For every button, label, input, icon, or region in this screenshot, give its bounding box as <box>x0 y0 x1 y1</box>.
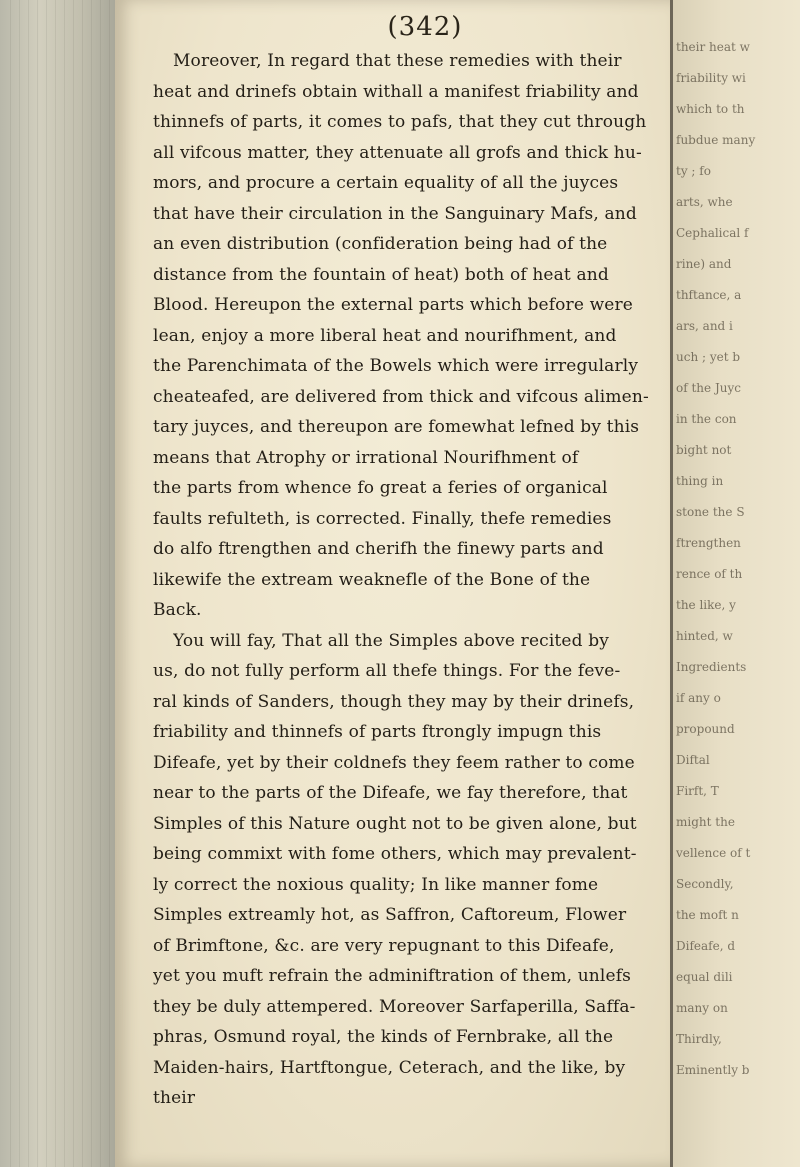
text-line: us, do not fully perform all thefe things. For the feve- <box>153 661 621 681</box>
facing-page-fragment: friability wi <box>676 71 746 85</box>
facing-page-fragment: the like, y <box>676 598 736 612</box>
text-line: distance from the fountain of heat) both of heat and <box>153 264 609 285</box>
facing-page-fragment: might the <box>676 815 735 829</box>
text-line: Moreover, In regard that these remedies with their <box>173 51 622 71</box>
facing-page-fragment: vellence of t <box>676 846 751 860</box>
facing-page-fragment: Secondly, <box>676 877 734 891</box>
page-fold <box>670 0 673 1167</box>
text-line: ly correct the noxious quality; In like manner fome <box>153 874 599 895</box>
facing-page-fragment: Diftal <box>676 753 710 767</box>
text-line: friability and thinnefs of parts ftrongly impugn this <box>153 722 602 742</box>
facing-page-fragment: hinted, w <box>676 629 733 643</box>
facing-page-fragment: which to th <box>676 102 745 116</box>
facing-page-edge <box>670 0 800 1167</box>
text-line: they be duly attempered. Moreover Sarfaperilla, Saffa- <box>153 996 636 1017</box>
text-line: ral kinds of Sanders, though they may by their drinefs, <box>153 691 635 712</box>
text-line: Difeafe, yet by their coldnefs they feem rather to come <box>153 752 635 773</box>
facing-page-fragment: Difeafe, d <box>676 939 736 953</box>
text-line: tary juyces, and thereupon are fomewhat lefned by this <box>153 417 640 437</box>
facing-page-fragment: thftance, a <box>676 288 742 302</box>
text-line: Simples extreamly hot, as Saffron, Caftoreum, Flower <box>153 905 627 925</box>
text-line: near to the parts of the Difeafe, we fay therefore, that <box>153 783 628 803</box>
binding-gutter <box>0 0 115 1167</box>
book-page <box>115 0 670 1167</box>
text-line: Simples of this Nature ought not to be given alone, but <box>153 813 637 834</box>
text-line: that have their circulation in the Sanguinary Mafs, and <box>153 203 637 224</box>
text-line: lean, enjoy a more liberal heat and nourifhment, and <box>153 325 617 346</box>
text-line: of Brimftone, &c. are very repugnant to this Difeafe, <box>153 935 615 956</box>
facing-page-fragment: Cephalical f <box>676 226 749 240</box>
page-number: (342) <box>387 12 463 42</box>
facing-page-fragment: bight not <box>676 443 732 457</box>
facing-page-fragment: many on <box>676 1001 728 1015</box>
text-line: thinnefs of parts, it comes to pafs, that they cut through <box>153 112 647 132</box>
text-line: an even distribution (confideration being had of the <box>153 234 608 254</box>
facing-page-fragment: rence of th <box>676 567 743 581</box>
facing-page-fragment: their heat w <box>676 40 750 54</box>
facing-page-fragment: the moft n <box>676 908 739 922</box>
facing-page-fragment: ty ; fo <box>676 164 711 178</box>
facing-page-fragment: fubdue many <box>676 133 756 147</box>
facing-page-fragment: thing in <box>676 474 724 488</box>
facing-page-fragment: ars, and i <box>676 319 733 333</box>
facing-page-fragment: Ingredients <box>676 660 747 674</box>
facing-page-fragment: if any o <box>676 691 721 705</box>
facing-page-fragment: propound <box>676 722 735 736</box>
text-line: Back. <box>153 600 202 620</box>
facing-page-fragment: arts, whe <box>676 195 733 209</box>
text-line: do alfo ftrengthen and cherifh the finewy parts and <box>153 539 604 559</box>
facing-page-fragment: Thirdly, <box>676 1032 722 1046</box>
text-line: cheateafed, are delivered from thick and vifcous alimen- <box>153 386 649 407</box>
facing-page-fragment: Eminently b <box>676 1063 750 1077</box>
text-line: likewife the extream weaknefle of the Bone of the <box>153 569 591 590</box>
text-line: Blood. Hereupon the external parts which before were <box>153 295 633 315</box>
facing-page-fragment: stone the S <box>676 505 745 519</box>
text-line: their <box>153 1088 196 1108</box>
facing-page-fragment: uch ; yet b <box>676 350 741 364</box>
text-line: phras, Osmund royal, the kinds of Fernbrake, all the <box>153 1027 614 1047</box>
text-line: heat and drinefs obtain withall a manifest friability and <box>153 81 639 102</box>
text-line: You will fay, That all the Simples above recited by <box>173 630 609 651</box>
gutter-texture <box>10 0 110 1167</box>
text-line: mors, and procure a certain equality of all the juyces <box>153 173 619 193</box>
text-line: the parts from whence fo great a feries of organical <box>153 478 608 498</box>
facing-page-fragment: of the Juyc <box>676 381 741 395</box>
text-line: being commixt with fome others, which may prevalent- <box>153 844 637 864</box>
text-line: Maiden-hairs, Hartftongue, Ceterach, and the like, by <box>153 1057 626 1078</box>
facing-page-fragment: equal dili <box>676 970 733 984</box>
facing-page-fragment: ftrengthen <box>676 536 741 550</box>
text-line: means that Atrophy or irrational Nourifhment of <box>153 447 579 468</box>
text-line: all vifcous matter, they attenuate all grofs and thick hu- <box>153 142 642 163</box>
facing-page-fragment: Firft, T <box>676 784 719 798</box>
facing-page-fragment: rine) and <box>676 257 732 271</box>
facing-page-fragment: in the con <box>676 412 737 426</box>
text-line: yet you muft refrain the adminiftration of them, unlefs <box>153 966 632 986</box>
text-line: faults refulteth, is corrected. Finally, thefe remedies <box>153 508 612 529</box>
text-line: the Parenchimata of the Bowels which were irregularly <box>153 356 639 376</box>
